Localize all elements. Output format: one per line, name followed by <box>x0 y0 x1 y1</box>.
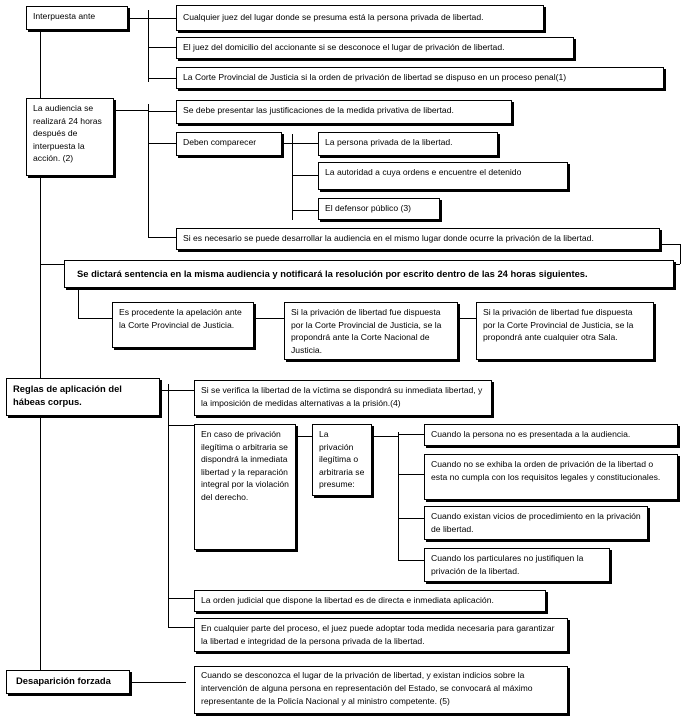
corte-provincial-box: La Corte Provincial de Justicia si la orden de privación de libertad se dispuso en un proceso penal(1) <box>176 67 664 89</box>
corte-nacional-box: Si la privación de libertad fue dispuesta por la Corte Provincial de Justicia, se la propondrá ante la Corte Nacional de Justicia. <box>284 302 458 360</box>
mismo-lugar-box: Si es necesario se puede desarrollar la audiencia en el mismo lugar donde ocurre la privación de la libertad. <box>176 228 660 250</box>
connector <box>160 390 194 391</box>
verifica-box: Si se verifica la libertad de la víctima se dispondrá su inmediata libertad, y la imposición de medidas alternativas a la prisión.(4) <box>194 380 492 416</box>
desaparicion-detalle-box: Cuando se desconozca el lugar de la privación de libertad, y existan indicios sobre la intervención de alguna persona en representación del Estado, se convocará al máximo representante de la Policía Nacional y al ministro competente. (5) <box>194 666 568 714</box>
connector <box>130 682 186 683</box>
connector <box>292 134 293 220</box>
defensor-box: El defensor público (3) <box>318 198 440 220</box>
connector <box>168 627 194 628</box>
connector <box>78 318 112 319</box>
connector <box>148 143 176 144</box>
connector <box>292 175 318 176</box>
persona-privada-box: La persona privada de la libertad. <box>318 132 498 156</box>
connector <box>148 47 176 48</box>
audiencia-box: La audiencia se realizará 24 horas después de interpuesta la acción. (2) <box>26 98 114 176</box>
connector <box>398 560 424 561</box>
connector <box>148 10 149 82</box>
juez-domicilio-box: El juez del domicilio del accionante si se desconoce el lugar de privación de libertad. <box>176 37 574 59</box>
interpuesta-ante-box: Interpuesta ante <box>26 6 128 30</box>
no-presentada-box: Cuando la persona no es presentada a la audiencia. <box>424 424 678 446</box>
connector <box>292 210 318 211</box>
connector <box>168 425 194 426</box>
connector <box>148 111 176 112</box>
sentencia-box: Se dictará sentencia en la misma audiencia y notificará la resolución por escrito dentro de las 24 horas siguientes. <box>64 260 674 288</box>
connector <box>372 436 398 437</box>
connector <box>148 237 176 238</box>
autoridad-box: La autoridad a cuya ordens e encuentre el detenido <box>318 162 568 190</box>
no-orden-box: Cuando no se exhiba la orden de privación de la libertad o esta no cumpla con los requisitos legales y constitucionales. <box>424 454 678 500</box>
vicios-box: Cuando existan vicios de procedimiento en la privación de libertad. <box>424 506 648 540</box>
connector <box>128 18 148 19</box>
connector <box>148 78 176 79</box>
otra-sala-box: Si la privación de libertad fue dispuesta por la Corte Provincial de Justicia, se la propondrá ante cualquier otra Sala. <box>476 302 654 360</box>
connector <box>282 143 318 144</box>
connector <box>168 598 194 599</box>
connector <box>148 104 149 238</box>
cualquier-parte-box: En cualquier parte del proceso, el juez puede adoptar toda medida necesaria para garantizar la libertad e integridad de la persona privada de la libertad. <box>194 618 568 652</box>
connector <box>114 110 148 111</box>
connector <box>78 288 79 318</box>
connector <box>296 436 312 437</box>
connector <box>660 244 680 245</box>
connector <box>254 318 284 319</box>
juez-lugar-box: Cualquier juez del lugar donde se presuma está la persona privada de libertad. <box>176 5 544 31</box>
orden-judicial-box: La orden judicial que dispone la libertad es de directa e inmediata aplicación. <box>194 590 546 612</box>
particulares-box: Cuando los particulares no justifiquen la privación de la libertad. <box>424 548 610 582</box>
ilegitima-box: En caso de privación ilegítima o arbitraria se dispondrá la inmediata libertad y la reparación integral por la violación del derecho. <box>194 424 296 550</box>
connector <box>458 318 476 319</box>
se-presume-box: La privación ilegítima o arbitraria se presume: <box>312 424 372 496</box>
connector <box>680 244 681 264</box>
connector <box>398 432 399 560</box>
reglas-box: Reglas de aplicación del hábeas corpus. <box>6 378 160 416</box>
deben-comparecer-box: Deben comparecer <box>176 132 282 156</box>
connector <box>398 474 424 475</box>
desaparicion-box: Desaparición forzada <box>6 670 130 694</box>
connector <box>398 434 424 435</box>
connector <box>168 384 169 628</box>
justificaciones-box: Se debe presentar las justificaciones de la medida privativa de libertad. <box>176 100 512 124</box>
connector <box>398 518 424 519</box>
apelacion-box: Es procedente la apelación ante la Corte Provincial de Justicia. <box>112 302 254 348</box>
connector <box>148 18 176 19</box>
